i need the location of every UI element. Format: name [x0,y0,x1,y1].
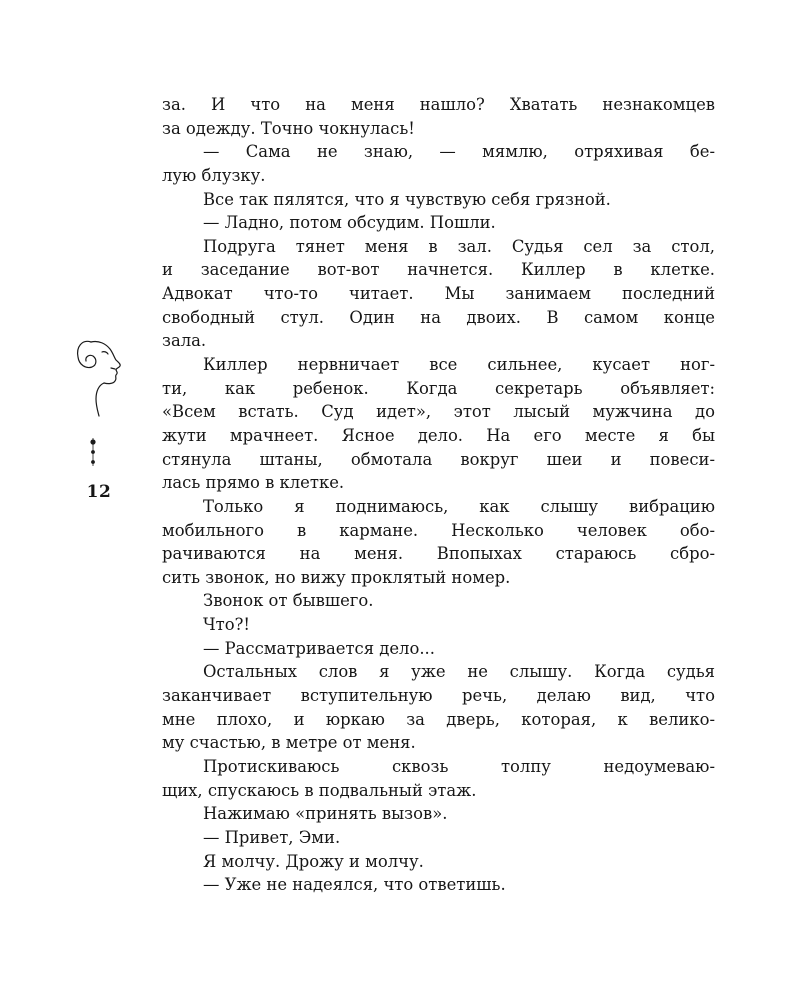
text-line: му счастью, в метре от меня. [162,733,416,753]
text-line: за одежду. Точно чокнулась! [162,118,415,138]
text-line: Адвокат что-то читает. Мы занимаем последний [162,284,715,304]
text-line: Нажимаю «принять вызов». [203,804,448,824]
face-line-art-icon [66,335,128,417]
text-line: мне плохо, и юркаю за дверь, которая, к велико- [162,709,715,729]
text-line: рачиваются на меня. Впопыхах стараюсь сбро- [162,544,715,564]
text-line: — Рассматривается дело... [203,638,435,658]
text-line: — Сама не знаю, — мямлю, отряхивая бе- [203,142,715,162]
text-line: жути мрачнеет. Ясное дело. На его месте я бы [162,425,715,445]
text-line: Остальных слов я уже не слышу. Когда судья [203,662,715,682]
text-line: Протискиваюсь сквозь толпу недоумеваю- [203,756,715,776]
text-line: — Ладно, потом обсудим. Пошли. [203,213,496,233]
text-line: — Привет, Эми. [203,827,341,847]
text-line: «Всем встать. Суд идет», этот лысый мужчина до [162,402,715,422]
text-line: Киллер нервничает все сильнее, кусает ног- [203,355,715,375]
text-line: Я молчу. Дрожу и молчу. [203,851,424,871]
text-line: стянула штаны, обмотала вокруг шеи и повеси- [162,449,715,469]
text-line: — Уже не надеялся, что ответишь. [203,875,506,895]
text-line: лась прямо в клетке. [162,473,345,493]
text-line: Все так пялятся, что я чувствую себя грязной. [203,189,611,209]
text-line: свободный стул. Один на двоих. В самом конце [162,307,715,327]
text-line: сить звонок, но вижу проклятый номер. [162,567,511,587]
text-line: лую блузку. [162,165,266,185]
text-line: Звонок от бывшего. [203,591,374,611]
text-line: щих, спускаюсь в подвальный этаж. [162,780,477,800]
text-line: зала. [162,331,207,351]
text-line: заканчивает вступительную речь, делаю вид, что [162,686,715,706]
text-line: Подруга тянет меня в зал. Судья сел за стол, [203,236,715,256]
text-line: и заседание вот-вот начнется. Киллер в клетке. [162,260,715,280]
text-line: Только я поднимаюсь, как слышу вибрацию [203,496,715,516]
text-line: за. И что на меня нашло? Хватать незнакомцев [162,95,715,114]
body-text [162,93,715,897]
text-line: мобильного в кармане. Несколько человек обо- [162,520,715,540]
text-line: ти, как ребенок. Когда секретарь объявляет: [162,378,715,398]
vertical-dots-icon [83,437,103,467]
text-line: Что?! [203,615,250,635]
page-number: 12 [86,482,112,502]
